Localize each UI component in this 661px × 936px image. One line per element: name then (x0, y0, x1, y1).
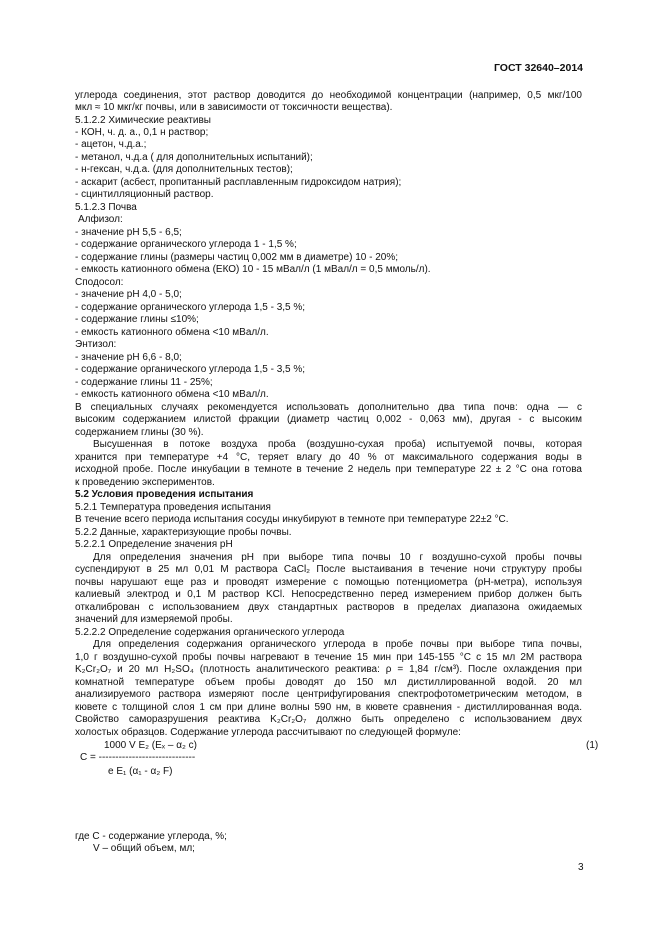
section-heading: 5.1.2.2 Химические реактивы (75, 115, 211, 126)
text-line: калиевый электрод и 0,1 М раствор KCl. Непосредственно перед измерением прибор должен быть (75, 589, 582, 600)
formula-lhs: C = ----------------------------- (80, 752, 196, 763)
text-line: Для определения значения pH при выборе типа почвы 10 г воздушно-сухой пробы почвы (93, 552, 582, 563)
section-heading: 5.2.1 Температура проведения испытания (75, 502, 271, 513)
list-item: - емкость катионного обмена <10 мВал/л. (75, 327, 269, 338)
text-line: комнатной температуре объем пробы доводят до 150 мл дистиллированной водой. 20 мл (75, 677, 582, 688)
definition-line: где С - содержание углерода, %; (75, 831, 227, 842)
section-heading: 5.2.2.2 Определение содержания органического углерода (75, 627, 345, 638)
list-item: - содержание глины (размеры частиц 0,002 мм в диаметре) 10 - 20%; (75, 252, 399, 263)
text-line: к проведению экспериментов. (75, 477, 215, 488)
list-item: - КОН, ч. д. а., 0,1 н раствор; (75, 127, 209, 138)
section-heading: 5.2 Условия проведения испытания (75, 489, 254, 500)
list-item: - содержание органического углерода 1,5 - 3,5 %; (75, 302, 306, 313)
list-item: - содержание глины ≤10%; (75, 314, 199, 325)
text-line: Свойство саморазрушения реактива K₂Cr₂O₇ должно быть определено с использованием двух (75, 714, 582, 725)
text-line: исходной пробе. После инкубации в темноте в течение 2 недель при температуре 22 ± 2 °С она готова (75, 464, 582, 475)
text-line: K₂Cr₂O₇ и 20 мл H₂SO₄ (плотность аналитического реактива: ρ = 1,84 г/см³). После охлаждения при (75, 664, 582, 675)
text-line: откалиброван с использованием двух стандартных растворов в пределах диапазона ожидаемых (75, 602, 582, 613)
text-line: значений для измеряемой пробы. (75, 614, 233, 625)
formula-denominator: e E₁ (α₁ - α₂ F) (108, 766, 173, 777)
text-line: Для определения содержания органического углерода в пробе почвы при выборе типа почвы, (93, 639, 582, 650)
page-number: 3 (578, 862, 584, 873)
definition-line: V – общий объем, мл; (93, 843, 195, 854)
text-line: углерода соединения, этот раствор доводится до необходимой концентрации (например, 0,5 мкг/100 (75, 90, 582, 101)
soil-type-label: Алфизол: (78, 214, 123, 225)
text-line: В течение всего периода испытания сосуды инкубируют в темноте при температуре 22±2 °С. (75, 514, 509, 525)
list-item: - содержание органического углерода 1,5 - 3,5 %; (75, 364, 306, 375)
list-item: - содержание глины 11 - 25%; (75, 377, 213, 388)
text-line: почвы нарушают еще раз и проводят измерение с помощью потенциометра (pH-метра), используя (75, 577, 582, 588)
formula-number: (1) (586, 740, 599, 751)
list-item: - сцинтилляционный раствор. (75, 189, 214, 200)
text-line: содержанием глины (30 %). (75, 427, 204, 438)
section-heading: 5.2.2.1 Определение значения pH (75, 539, 233, 550)
list-item: - емкость катионного обмена (ЕКО) 10 - 15 мВал/л (1 мВал/л = 0,5 ммоль/л). (75, 264, 431, 275)
text-line: холостых образцов. Содержание углерода рассчитывают по следующей формуле: (75, 727, 461, 738)
list-item: - содержание органического углерода 1 - 1,5 %; (75, 239, 297, 250)
section-heading: 5.2.2 Данные, характеризующие пробы почвы. (75, 527, 292, 538)
text-line: кювете с толщиной слоя 1 см при длине волны 590 нм, в кювете сравнения - дистиллированная вода. (75, 702, 582, 713)
soil-type-label: Энтизол: (75, 339, 117, 350)
list-item: - значение pH 4,0 - 5,0; (75, 289, 182, 300)
document-id-header: ГОСТ 32640–2014 (493, 62, 583, 74)
text-line: Высушенная в потоке воздуха проба (воздушно-сухая проба) испытуемой почвы, которая (93, 439, 582, 450)
text-line: мкл ≈ 10 мкг/кг почвы, или в зависимости от токсичности вещества). (75, 102, 393, 113)
list-item: - н-гексан, ч.д.а. (для дополнительных тестов); (75, 164, 293, 175)
list-item: - ацетон, ч.д.а.; (75, 139, 147, 150)
list-item: - аскарит (асбест, пропитанный расплавленным гидроксидом натрия); (75, 177, 402, 188)
list-item: - метанол, ч.д.а ( для дополнительных испытаний); (75, 152, 313, 163)
list-item: - значение pH 6,6 - 8,0; (75, 352, 182, 363)
text-line: 1,0 г воздушно-сухой пробы почвы нагревают в течение 15 мин при 145-155 °С с 15 мл 2М раствора (75, 652, 582, 663)
text-line: хранится при температуре +4 °С, теряет влагу до 40 % от максимального содержания воды в (75, 452, 582, 463)
text-line: высоким содержанием илистой фракции (диаметр частиц 0,002 - 0,063 мм), другая - с высоким (75, 414, 582, 425)
section-heading: 5.1.2.3 Почва (75, 202, 137, 213)
list-item: - значение pH 5,5 - 6,5; (75, 227, 182, 238)
formula-numerator: 1000 V E₂ (Eₓ – α₂ c) (104, 740, 197, 751)
list-item: - емкость катионного обмена <10 мВал/л. (75, 389, 269, 400)
text-line: суспендируют в 25 мл 0,01 М раствора CaCl₂ После выстаивания в течение ночи структуру пробы (75, 564, 582, 575)
soil-type-label: Сподосол: (75, 277, 124, 288)
text-line: В специальных случаях рекомендуется использовать дополнительно два типа почв: одна — с (75, 402, 582, 413)
text-line: анализируемого раствора измеряют после центрифугирования спектрофотометрическим методом, в (75, 689, 582, 700)
